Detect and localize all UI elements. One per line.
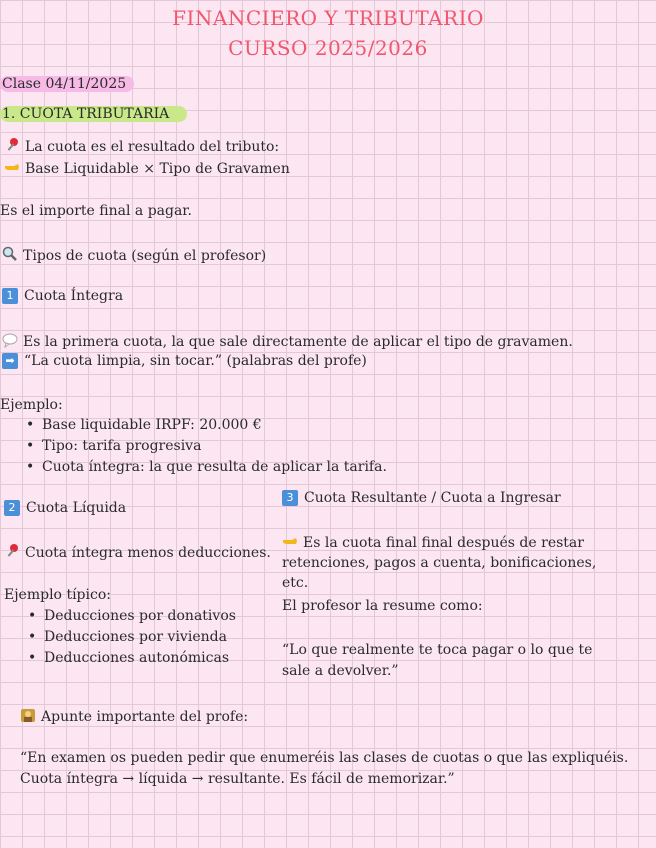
class-date: Clase 04/11/2025 [0,76,134,92]
pushpin-icon [4,137,20,153]
list-item: • Deducciones por vivienda [24,627,236,648]
list-item: • Deducciones autonómicas [24,648,236,669]
integra-quote: ➡ “La cuota limpia, sin tocar.” (palabras del profe) [2,353,367,369]
intro-line-2: Base Liquidable × Tipo de Gravamen [4,159,290,177]
speech-bubble-icon [2,332,18,348]
intro-line-3: Es el importe final a pagar. [0,203,192,219]
arrow-right-icon: ➡ [2,353,18,369]
types-heading: Tipos de cuota (según el profesor) [2,246,266,264]
page-subtitle: CURSO 2025/2026 [228,36,428,60]
list-item: • Base liquidable IRPF: 20.000 € [22,415,387,436]
liquida-example-label: Ejemplo típico: [4,587,111,603]
page-title: FINANCIERO Y TRIBUTARIO [172,6,484,30]
apunte-line-1: “En examen os pueden pedir que enumeréis las clases de cuotas o que las expliquéis. [20,750,629,766]
resultante-desc: Es la cuota final final después de restar retenciones, pagos a cuenta, bonificaciones, etc. [282,535,597,591]
liquida-desc: Cuota íntegra menos deducciones. [4,543,271,561]
pushpin-icon [4,543,20,559]
section-heading: 1. CUOTA TRIBUTARIA [0,106,187,122]
pointing-hand-icon [4,159,20,175]
liquida-example-list [24,606,236,669]
liquida-heading: 2 Cuota Líquida [4,500,126,516]
teacher-icon [20,707,36,723]
apunte-line-2: Cuota íntegra → líquida → resultante. Es fácil de memorizar.” [20,771,455,787]
resultante-quote: “Lo que realmente te toca pagar o lo que te sale a devolver.” [282,642,593,679]
resultante-heading: 3 Cuota Resultante / Cuota a Ingresar [282,490,561,506]
intro-line-1: La cuota es el resultado del tributo: [4,137,279,155]
integra-heading: 1 Cuota Íntegra [2,288,123,304]
apunte-heading: Apunte importante del profe: [20,707,248,725]
list-item: • Deducciones por donativos [24,606,236,627]
list-item: • Tipo: tarifa progresiva [22,436,387,457]
integra-desc: Es la primera cuota, la que sale directamente de aplicar el tipo de gravamen. [2,332,573,350]
list-item: • Cuota íntegra: la que resulta de aplicar la tarifa. [22,457,387,478]
integra-example-label: Ejemplo: [0,397,63,413]
pointing-hand-icon [282,533,298,549]
resultante-resume: El profesor la resume como: [282,598,483,614]
integra-example-list [22,415,387,478]
magnifier-icon [2,246,18,262]
